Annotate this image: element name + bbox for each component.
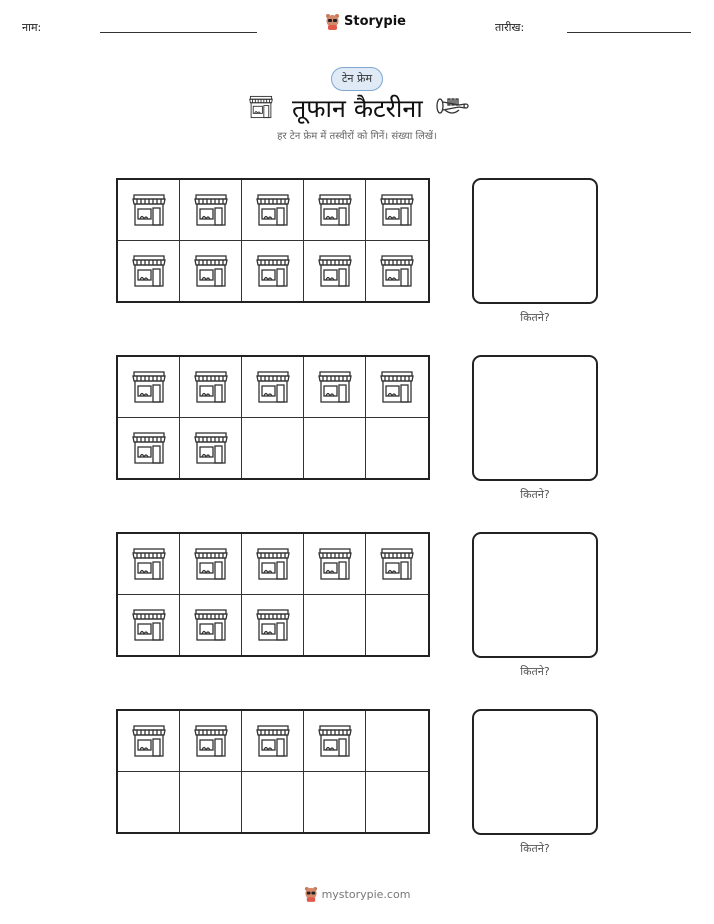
ten-frame-cell <box>180 180 242 241</box>
answer-box-2[interactable] <box>472 355 598 481</box>
page-title: तूफान कैटरीना <box>292 94 423 123</box>
storefront-icon <box>193 724 229 758</box>
trumpet-icon <box>435 96 469 118</box>
ten-frame-badge: टेन फ्रेम <box>331 67 383 91</box>
storefront-icon <box>193 608 229 642</box>
answer-label-2: कितने? <box>520 488 550 501</box>
ten-frame-cell <box>366 357 428 418</box>
name-label: नाम: <box>22 21 42 34</box>
storefront-icon <box>379 193 415 227</box>
storefront-icon <box>255 370 291 404</box>
ten-frame-cell <box>242 241 304 302</box>
answer-label-3: कितने? <box>520 665 550 678</box>
storefront-icon <box>255 724 291 758</box>
ten-frame-cell <box>118 180 180 241</box>
ten-frame-cell <box>304 534 366 595</box>
storefront-icon <box>131 431 167 465</box>
ten-frame-cell <box>242 772 304 833</box>
ten-frame-cell <box>366 180 428 241</box>
storefront-icon <box>255 193 291 227</box>
ten-frame-2 <box>116 355 430 480</box>
ten-frame-cell <box>304 711 366 772</box>
date-label: तारीख: <box>495 21 525 34</box>
ten-frame-cell <box>304 180 366 241</box>
storefront-icon <box>255 547 291 581</box>
ten-frame-cell <box>118 711 180 772</box>
name-line[interactable] <box>100 32 257 33</box>
storefront-icon <box>317 193 353 227</box>
storefront-icon <box>379 254 415 288</box>
storefront-icon <box>317 724 353 758</box>
storefront-icon <box>131 254 167 288</box>
ten-frame-cell <box>118 357 180 418</box>
ten-frame-cell <box>304 418 366 479</box>
ten-frame-4 <box>116 709 430 834</box>
storefront-icon <box>131 193 167 227</box>
date-line[interactable] <box>567 32 691 33</box>
ten-frame-cell <box>118 772 180 833</box>
ten-frame-cell <box>366 241 428 302</box>
ten-frame-cell <box>242 534 304 595</box>
answer-box-4[interactable] <box>472 709 598 835</box>
ten-frame-cell <box>118 418 180 479</box>
storefront-icon <box>379 547 415 581</box>
footer-url: mystorypie.com <box>321 887 411 901</box>
ten-frame-cell <box>180 711 242 772</box>
answer-label-1: कितने? <box>520 311 550 324</box>
storefront-icon <box>193 254 229 288</box>
storefront-icon <box>255 608 291 642</box>
ten-frame-cell <box>180 595 242 656</box>
ten-frame-cell <box>304 595 366 656</box>
storefront-icon <box>248 95 274 119</box>
ten-frame-cell <box>242 711 304 772</box>
ten-frame-cell <box>118 241 180 302</box>
storefront-icon <box>193 370 229 404</box>
ten-frame-cell <box>242 180 304 241</box>
storefront-icon <box>193 431 229 465</box>
storefront-icon <box>317 370 353 404</box>
storefront-icon <box>193 547 229 581</box>
ten-frame-cell <box>180 534 242 595</box>
storypie-mascot-icon <box>304 886 318 902</box>
instruction-text: हर टेन फ्रेम में तस्वीरों को गिनें। संख्या लिखें। <box>277 131 437 142</box>
brand-name: Storypie <box>344 14 406 29</box>
ten-frame-cell <box>180 418 242 479</box>
ten-frame-cell <box>180 357 242 418</box>
ten-frame-cell <box>366 595 428 656</box>
ten-frame-3 <box>116 532 430 657</box>
answer-box-3[interactable] <box>472 532 598 658</box>
storypie-mascot-icon <box>325 13 340 30</box>
ten-frame-cell <box>304 241 366 302</box>
ten-frame-cell <box>304 357 366 418</box>
answer-box-1[interactable] <box>472 178 598 304</box>
ten-frame-cell <box>180 772 242 833</box>
storefront-icon <box>131 724 167 758</box>
ten-frame-cell <box>304 772 366 833</box>
storefront-icon <box>193 193 229 227</box>
ten-frame-cell <box>366 534 428 595</box>
ten-frame-cell <box>366 772 428 833</box>
ten-frame-1 <box>116 178 430 303</box>
ten-frame-cell <box>180 241 242 302</box>
ten-frame-cell <box>118 534 180 595</box>
storefront-icon <box>131 370 167 404</box>
ten-frame-cell <box>366 711 428 772</box>
storefront-icon <box>131 547 167 581</box>
ten-frame-cell <box>366 418 428 479</box>
brand-logo <box>325 13 406 30</box>
ten-frame-cell <box>242 595 304 656</box>
storefront-icon <box>317 254 353 288</box>
storefront-icon <box>131 608 167 642</box>
storefront-icon <box>379 370 415 404</box>
storefront-icon <box>317 547 353 581</box>
ten-frame-cell <box>118 595 180 656</box>
footer <box>0 886 714 902</box>
answer-label-4: कितने? <box>520 842 550 855</box>
ten-frame-cell <box>242 357 304 418</box>
ten-frame-cell <box>242 418 304 479</box>
storefront-icon <box>255 254 291 288</box>
